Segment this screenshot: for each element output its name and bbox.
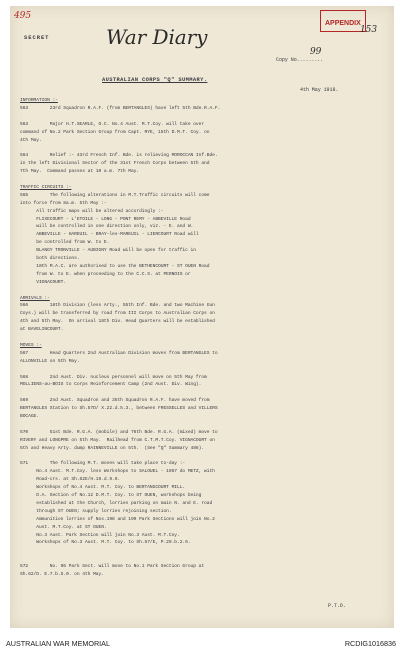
summary-line: FLIXECOURT - L'ETOILE - LONG - PONT REMY - ABBEVILLE Road	[20, 216, 191, 222]
summary-line: No.3 Aust. Park Section will join No.3 Aust. M.T.Coy.	[20, 532, 180, 538]
summary-line: Sh.62/D. E.7.b.5.0. on 4th May.	[20, 572, 104, 577]
copy-number-hand: 99	[310, 47, 322, 57]
summary-line: BERTANGLES Station to Sh.57D/ X.22.d.5.3., between FRESSELLES and VILLERS	[20, 406, 218, 412]
appendix-stamp	[320, 10, 366, 32]
summary-line: Workshops of No.4 Aust. M.T. Coy. to BERTANGCOURT MILL.	[20, 485, 186, 491]
summary-line: RIVERY and LONGPRE on 5th May. Railhead from C.T.M.T.Coy. VIGNACOURT on	[20, 437, 215, 443]
summary-line: MOVES :-	[20, 342, 42, 348]
summary-line: 4th May.	[20, 137, 42, 143]
pto-mark: P.T.O.	[328, 603, 346, 609]
summary-line: ARRIVALS :-	[20, 295, 50, 301]
summary-line: 565 The following alterations in M.T.Traffic circuits will come	[20, 192, 210, 198]
secret-mark: SECRET	[24, 35, 50, 41]
archive-footer	[0, 632, 404, 654]
summary-line: INFORMATION :-	[20, 98, 58, 103]
document-page	[10, 6, 394, 628]
summary-title: AUSTRALIAN CORPS "Q" SUMMARY.	[102, 77, 208, 83]
summary-line: 4th and 5th May. On arrival 18th Div. Head Quarters will be established	[20, 319, 215, 325]
appendix-label: APPENDIX	[325, 20, 361, 27]
summary-line: Aust. M.T.Coy. at ST OUEN.	[20, 524, 107, 530]
summary-line: 563 Major H.T.SEARLE, O.C. No.4 Aust. M.T.Coy. will take over	[20, 121, 205, 127]
margin-note: 495	[14, 11, 32, 21]
summary-line: both directions.	[20, 256, 80, 261]
summary-line: D.A. Section of No.12 D.M.T. Coy. to ST OUEN, workshops being	[20, 493, 202, 498]
summary-line: 568 2nd Aust. Div. nucleus personnel will move on 5th May from	[20, 374, 207, 380]
summary-line: Road-crs. at Sh.62E/H.19.d.9.9.	[20, 477, 121, 483]
summary-line: at BAVELINCOURT.	[20, 327, 64, 333]
summary-line: 5th and Heavy Arty. dump RAINNEVILLE on 5th. (See "Q" Summary 486).	[20, 445, 205, 451]
summary-line: 567 Head Quarters 2nd Australian Division moves from BERTANGLES to	[20, 350, 218, 356]
copy-number: Copy No.........	[276, 57, 324, 63]
summary-line: ABBEVILLE - HAREUIL - BRAY-les-MAREUIL - LIERCOURT Road will	[20, 232, 199, 238]
summary-line: 7th May. Command passes at 10 a.m. 7th May.	[20, 169, 140, 175]
summary-line: will be controlled in one direction only, viz. - E. and W.	[20, 224, 194, 230]
summary-line: 571 The following M.T. moves will take place to-day :-	[20, 461, 186, 467]
summary-line: from W. to E. when proceeding to the C.C.S. at PERNOIS or	[20, 271, 191, 277]
war-diary-title: War Diary	[106, 25, 208, 49]
summary-line: Workshops of No.3 Aust. M.T. Coy. to Sh.57/E, P.29.b.2.6.	[20, 540, 191, 546]
summary-line: 566 18th Division (less Arty., 55th Inf. Bde. and two Machine Gun	[20, 303, 215, 309]
summary-line: BLANGY TRONVILLE - AUBIGNY Road will be open for traffic in	[20, 248, 196, 254]
summary-line: All traffic maps will be altered accordingly :-	[20, 208, 164, 214]
footer-reference: RCDIG1016836	[344, 639, 396, 648]
summary-line: 10th M.A.C. are authorised to use the BETHENCOURT - ST OUEN Road	[20, 263, 210, 269]
summary-line: Coys.) will be transferred by road from III Corps to Australian Corps on	[20, 311, 215, 317]
summary-line: Ammunition lorries of Nos.198 and 199 Park Sections will join No.2	[20, 516, 215, 522]
summary-line: through ST OUEN; supply lorries rejoining section.	[20, 508, 172, 514]
summary-line: be controlled from W. to E.	[20, 240, 110, 246]
summary-line: established at the Church, lorries parking on main N. and E. road	[20, 500, 213, 506]
summary-line: BOCAGE.	[20, 414, 39, 419]
summary-line: No.4 Aust. M.T.Coy. less Workshops to SALOUEL - 1057 do METZ, with	[20, 469, 215, 475]
summary-line: command of No.2 Park Section Group from Capt. RYE, 15th D.M.T. Coy. on	[20, 129, 210, 135]
footer-institution: AUSTRALIAN WAR MEMORIAL	[6, 639, 110, 648]
summary-line: 564 Relief :- 43rd French Inf. Bde. is relieving MOROCCAN Inf.Bde.	[20, 153, 218, 159]
summary-date: 4th May 1918.	[300, 87, 339, 93]
summary-line: in the left Divisional Sector of the 31st French Corps between 5th and	[20, 161, 210, 167]
summary-line: into force from 8a.m. 5th May :-	[20, 200, 107, 206]
summary-line: 563 23rd Squadron R.A.F. (from BERTANGLES) have left 5th Bde.R.A.F.	[20, 105, 221, 111]
summary-line: 569 2nd Aust. Squadron and 35th Squadron R.A.F. have moved from	[20, 398, 210, 404]
summary-line: 572 No. 96 Park Sect. will move to No.1 Park Section Group at	[20, 564, 205, 570]
summary-line: TRAFFIC CIRCUITS :-	[20, 184, 72, 190]
summary-line: ALLONVILLE on 5th May.	[20, 358, 80, 364]
summary-line: 570 51st Bde. R.G.A. (mobile) and 76th Bde. R.G.A. (mixed) move to	[20, 429, 218, 435]
summary-line: MOLLIENS-au-BOIS to Corps Reinforcement Camp (2nd Aust. Div. Wing).	[20, 382, 202, 388]
appendix-number: 153	[360, 25, 378, 35]
summary-line: VIGNACOURT.	[20, 279, 67, 285]
